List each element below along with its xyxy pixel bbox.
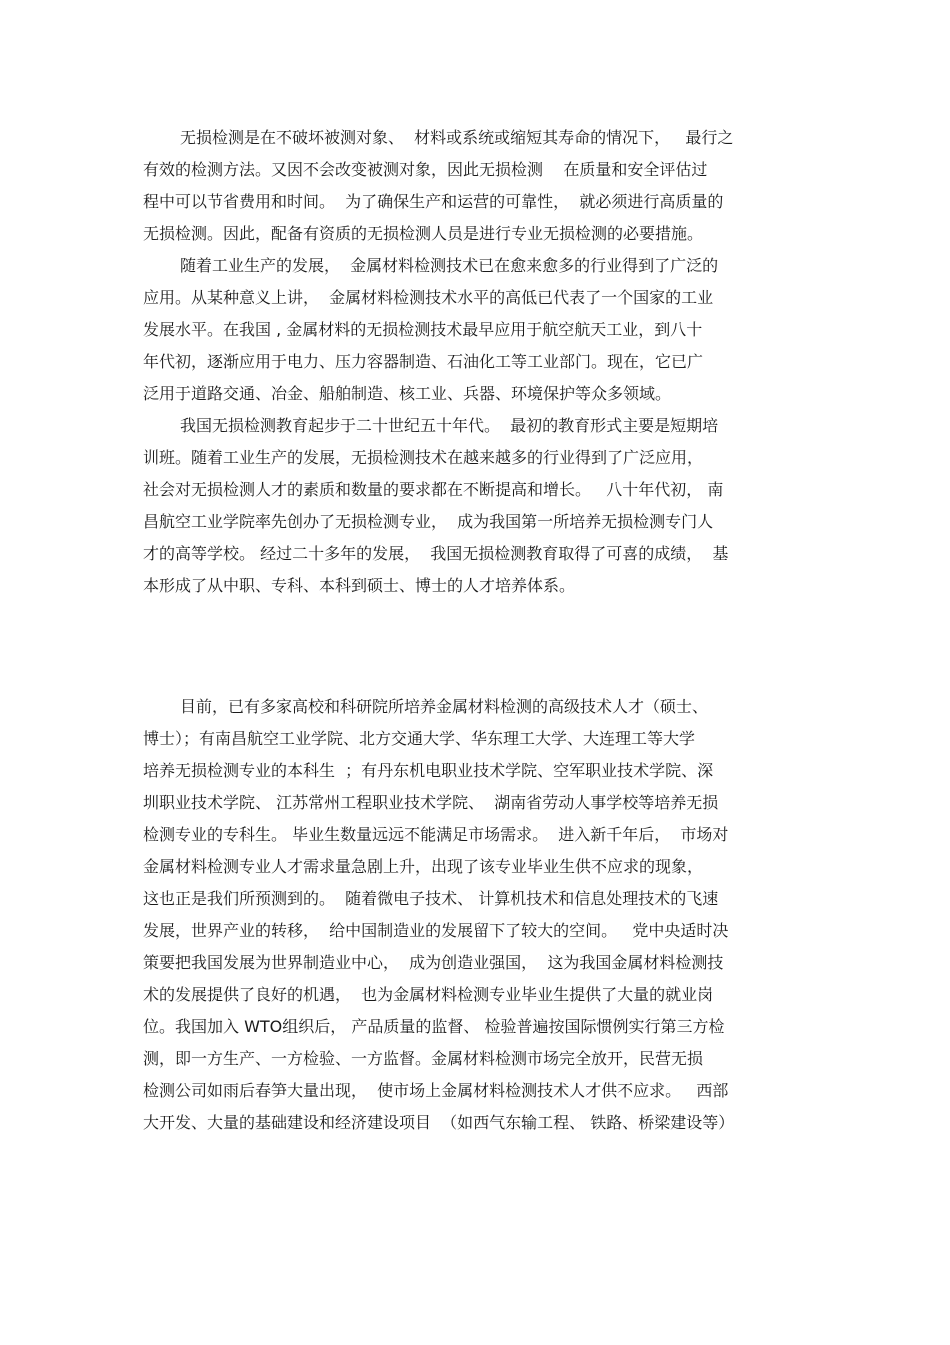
text-line: 发展水平。在我国 , 金属材料的无损检测技术最早应用于航空航天工业，到八十 — [143, 320, 703, 339]
text-line: 金属材料检测专业人才需求量急剧上升，出现了该专业毕业生供不应求的现象， — [143, 857, 704, 876]
text-line: 社会对无损检测人才的素质和数量的要求都在不断提高和增长。 八十年代初， 南 — [143, 480, 724, 499]
text-line: 检测专业的专科生。 毕业生数量远远不能满足市场需求。 进入新千年后， 市场对 — [143, 825, 729, 844]
paragraph-ndt-definition — [143, 122, 815, 250]
text-line: 年代初，逐渐应用于电力、压力容器制造、石油化工等工业部门。现在，它已广 — [143, 352, 704, 371]
text-line: 策要把我国发展为世界制造业中心， 成为创造业强国， 这为我国金属材料检测技 — [143, 953, 724, 972]
text-line: 有效的检测方法。又因不会改变被测对象，因此无损检测 在质量和安全评估过 — [143, 160, 708, 179]
text-line: 随着工业生产的发展， 金属材料检测技术已在愈来愈多的行业得到了广泛的 — [180, 256, 719, 275]
text-line: 博士）；有南昌航空工业学院、北方交通大学、华东理工大学、大连理工等大学 — [143, 729, 696, 748]
text-line: 才的高等学校。 经过二十多年的发展， 我国无损检测教育取得了可喜的成绩， 基 — [143, 544, 729, 563]
text-line: 圳职业技术学院、 江苏常州工程职业技术学院、 湖南省劳动人事学校等培养无损 — [143, 793, 719, 812]
text-line: 昌航空工业学院率先创办了无损检测专业， 成为我国第一所培养无损检测专门人 — [143, 512, 714, 531]
text-line: 泛用于道路交通、冶金、船舶制造、核工业、兵器、环境保护等众多领域。 — [143, 384, 672, 403]
text-line: 测，即一方生产、一方检验、一方监督。金属材料检测市场完全放开，民营无损 — [143, 1049, 704, 1068]
text-block-lower — [143, 691, 815, 1139]
paragraph-current-situation — [143, 691, 815, 1139]
text-line: 无损检测是在不破坏被测对象、 材料或系统或缩短其寿命的情况下， 最行之 — [180, 128, 734, 147]
text-block-upper — [143, 122, 815, 602]
paragraph-education-history — [143, 410, 815, 602]
text-line: 检测公司如雨后春笋大量出现， 使市场上金属材料检测技术人才供不应求。 西部 — [143, 1081, 729, 1100]
paragraph-industry-development — [143, 250, 815, 410]
text-line: 我国无损检测教育起步于二十世纪五十年代。 最初的教育形式主要是短期培 — [180, 416, 719, 435]
text-line: 大开发、大量的基础建设和经济建设项目 （如西气东输工程、 铁路、桥梁建设等） — [143, 1113, 735, 1132]
text-line: 训班。随着工业生产的发展，无损检测技术在越来越多的行业得到了广泛应用， — [143, 448, 704, 467]
text-line: 应用。从某种意义上讲， 金属材料检测技术水平的高低已代表了一个国家的工业 — [143, 288, 714, 307]
text-line: 目前，已有多家高校和科研院所培养金属材料检测的高级技术人才（硕士、 — [180, 697, 709, 716]
text-line: 培养无损检测专业的本科生 ；有丹东机电职业技术学院、空军职业技术学院、深 — [143, 761, 714, 780]
text-line: 无损检测。因此，配备有资质的无损检测人员是进行专业无损检测的必要措施。 — [143, 224, 704, 243]
text-line: 这也正是我们所预测到的。 随着微电子技术、 计算机技术和信息处理技术的飞速 — [143, 889, 719, 908]
text-line: 发展，世界产业的转移， 给中国制造业的发展留下了较大的空间。 党中央适时决 — [143, 921, 729, 940]
text-line: 术的发展提供了良好的机遇， 也为金属材料检测专业毕业生提供了大量的就业岗 — [143, 985, 714, 1004]
text-line: 位。我国加入 WTO组织后， 产品质量的监督、 检验普遍按国际惯例实行第三方检 — [143, 1017, 725, 1036]
text-line: 本形成了从中职、专科、本科到硕士、博士的人才培养体系。 — [143, 576, 576, 595]
text-line: 程中可以节省费用和时间。 为了确保生产和运营的可靠性， 就必须进行高质量的 — [143, 192, 724, 211]
